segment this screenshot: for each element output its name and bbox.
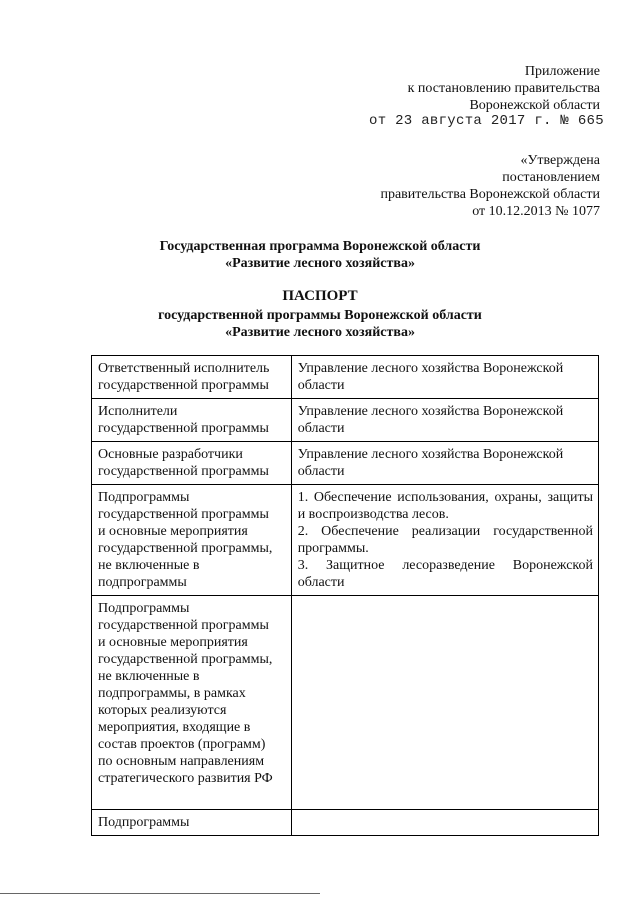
table-row [92,442,599,485]
table-row [92,596,599,810]
row-value-line: 2. Обеспечение реализации государственной программы. [297,524,593,556]
passport-table [91,355,599,836]
row-value-cell [291,442,598,485]
row-label-cell [92,399,292,442]
passport-heading: ПАСПОРТ [282,288,358,304]
row-value-line: области [297,421,345,436]
row-label-line: государственной программы [98,618,269,633]
row-label-cell [92,596,292,810]
table-row [92,399,599,442]
appendix-block [408,63,600,114]
table-row [92,485,599,596]
row-label-line: государственной программы [98,507,269,522]
row-value-line: области [297,464,345,479]
row-label-cell [92,810,292,836]
passport-subtitle-line: государственной программы Воронежской области [158,308,482,323]
row-label-line: Исполнители [98,404,178,419]
row-label-line: государственной программы [98,421,269,436]
appendix-line: к постановлению правительства [407,81,600,96]
row-value-line: 3. Защитное лесоразведение Воронежской области [297,558,593,590]
row-label-line: государственной программы, [98,652,273,667]
row-label-line: которых реализуются [98,703,227,718]
footer-divider [0,893,320,894]
program-title [0,238,640,272]
approval-line: «Утверждена [520,153,600,168]
row-value-cell [291,356,598,399]
row-label-line: состав проектов (программ) [98,737,266,752]
row-label-line: не включенные в [98,669,200,684]
row-label-line: не включенные в [98,558,200,573]
row-value-cell [291,399,598,442]
row-label-line: Подпрограммы [98,815,190,830]
row-value-cell [291,596,598,810]
passport-subtitle [0,307,640,341]
row-label-line: Подпрограммы [98,601,190,616]
row-label-line: и основные мероприятия [98,524,248,539]
row-label-cell [92,485,292,596]
program-title-line: Государственная программа Воронежской области [159,239,481,254]
appendix-line: Приложение [524,64,600,79]
approval-line: постановлением [502,170,600,185]
row-label-line: Ответственный исполнитель [98,361,270,376]
approval-line: правительства Воронежской области [380,187,600,202]
appendix-line: Воронежской области [469,98,600,113]
row-value-line: Управление лесного хозяйства Воронежской [297,404,564,419]
row-value-line: Управление лесного хозяйства Воронежской [297,361,564,376]
row-label-line: мероприятия, входящие в [98,720,251,735]
table-row [92,810,599,836]
row-value-cell [291,810,598,836]
table-row [92,356,599,399]
row-label-line: государственной программы, [98,541,273,556]
row-label-cell [92,356,292,399]
passport-subtitle-line: «Развитие лесного хозяйства» [225,325,415,340]
row-label-line: и основные мероприятия [98,635,248,650]
row-value-line: 1. Обеспечение использования, охраны, защиты и воспроизводства лесов. [297,490,593,522]
row-label-line: государственной программы [98,464,269,479]
row-value-line: области [297,378,345,393]
row-value-cell [291,485,598,596]
row-label-line: государственной программы [98,378,269,393]
date-stamp: от 23 августа 2017 г. № 665 [369,113,604,129]
row-label-cell [92,442,292,485]
row-value-line: Управление лесного хозяйства Воронежской [297,447,564,462]
row-label-line: подпрограммы [98,575,187,590]
row-label-line: по основным направлениям [98,754,265,769]
row-label-line: подпрограммы, в рамках [98,686,246,701]
program-title-line: «Развитие лесного хозяйства» [225,256,415,271]
row-label-line: Подпрограммы [98,490,190,505]
approval-block [380,152,600,220]
row-label-line: Основные разработчики [98,447,243,462]
approval-line: от 10.12.2013 № 1077 [472,204,600,219]
row-label-line: стратегического развития РФ [98,771,273,786]
